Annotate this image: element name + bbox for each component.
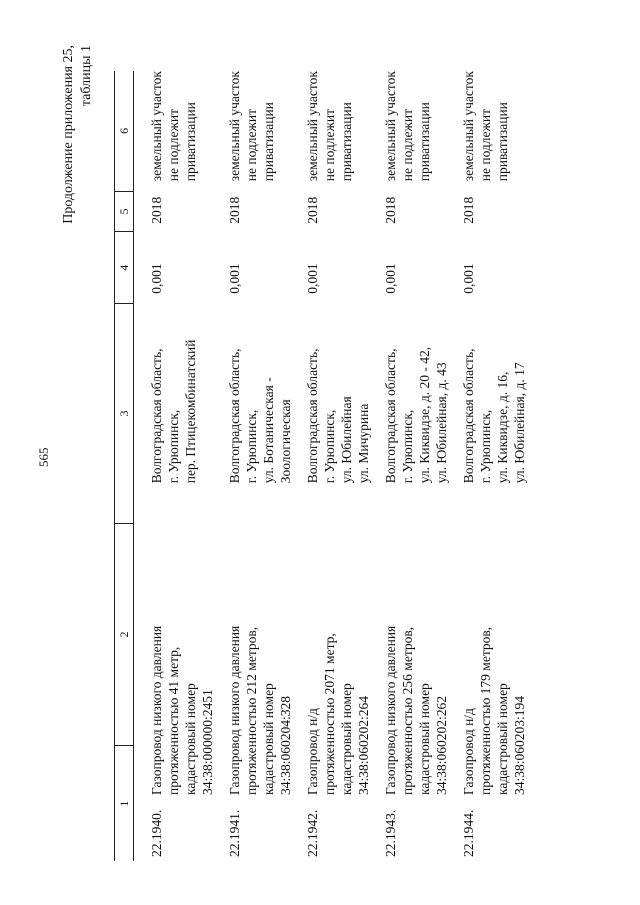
note-line: земельный участок bbox=[383, 71, 398, 182]
entry-number: 22.1943. bbox=[383, 809, 398, 857]
address-line: г. Урюпинск, bbox=[400, 409, 415, 484]
address-line: Волгоградская область, bbox=[461, 348, 476, 484]
address-line: г. Урюпинск, bbox=[166, 409, 181, 484]
page-number: 565 bbox=[36, 447, 51, 467]
address-line: пер. Птицекомбинатский bbox=[183, 339, 198, 484]
note-line: земельный участок bbox=[149, 71, 164, 182]
address-cell bbox=[212, 304, 293, 524]
description-line: 34:38:060202:262 bbox=[434, 695, 449, 795]
address-line: Зоологическая bbox=[278, 399, 293, 484]
year-value: 2018 bbox=[149, 196, 164, 224]
year-cell bbox=[446, 191, 524, 231]
note-cell bbox=[446, 71, 524, 191]
address-cell bbox=[134, 304, 213, 524]
area-value: 0,001 bbox=[305, 263, 320, 294]
object-cell bbox=[134, 523, 213, 861]
object-description bbox=[460, 626, 527, 795]
continuation-caption bbox=[60, 45, 96, 260]
description-line: Газопровод низкого давления bbox=[383, 625, 398, 795]
column-header-5: 5 bbox=[115, 191, 134, 231]
address-line: ул. Мичурина bbox=[356, 403, 371, 484]
note-line: земельный участок bbox=[305, 71, 320, 182]
description-line: протяженностью 41 метр, bbox=[166, 646, 181, 795]
column-header-1: 1 bbox=[115, 746, 134, 861]
note-line: не подлежит bbox=[244, 109, 259, 182]
address-line: ул. Киквидзе, д. 20 - 42, bbox=[417, 346, 432, 484]
object-description bbox=[382, 625, 449, 795]
description-line: Газопровод низкого давления bbox=[227, 625, 242, 795]
table-row bbox=[446, 71, 524, 861]
object-description bbox=[148, 625, 215, 795]
area-cell bbox=[212, 232, 290, 304]
note-line: не подлежит bbox=[478, 109, 493, 182]
year-cell bbox=[134, 191, 213, 231]
entry-number: 22.1941. bbox=[227, 809, 242, 857]
description-line: Газопровод низкого давления bbox=[149, 625, 164, 795]
address-line: ул. Ботаническая - bbox=[261, 377, 276, 484]
object-cell bbox=[368, 523, 449, 861]
note-cell bbox=[290, 71, 368, 191]
area-value: 0,001 bbox=[149, 263, 164, 294]
note-line: приватизации bbox=[339, 102, 354, 182]
column-header-2: 2 bbox=[115, 523, 134, 746]
address-line: г. Урюпинск, bbox=[322, 409, 337, 484]
description-line: протяженностью 256 метров, bbox=[400, 626, 415, 795]
address-line: Волгоградская область, bbox=[383, 348, 398, 484]
note-cell bbox=[212, 71, 290, 191]
description-line: протяженностью 2071 метр, bbox=[322, 633, 337, 795]
area-cell bbox=[134, 232, 213, 304]
note-line: приватизации bbox=[495, 102, 510, 182]
note-line: приватизации bbox=[183, 102, 198, 182]
year-value: 2018 bbox=[461, 196, 476, 224]
table-row bbox=[290, 71, 368, 861]
description-line: Газопровод н/д bbox=[461, 708, 476, 795]
column-header-4: 4 bbox=[115, 232, 134, 304]
note-line: не подлежит bbox=[322, 109, 337, 182]
entry-number: 22.1944. bbox=[461, 809, 476, 857]
column-header-3: 3 bbox=[115, 304, 134, 524]
address-line: г. Урюпинск, bbox=[478, 409, 493, 484]
year-cell bbox=[290, 191, 368, 231]
column-header-6: 6 bbox=[115, 71, 134, 191]
description-line: протяженностью 212 метров, bbox=[244, 626, 259, 795]
table-row bbox=[368, 71, 446, 861]
address-line: г. Урюпинск, bbox=[244, 409, 259, 484]
description-line: кадастровый номер bbox=[183, 683, 198, 795]
description-line: кадастровый номер bbox=[417, 683, 432, 795]
area-value: 0,001 bbox=[461, 263, 476, 294]
description-line: 34:38:060203:194 bbox=[512, 695, 527, 795]
address-line: ул. Юбилейная, д. 17 bbox=[512, 362, 527, 484]
area-cell bbox=[368, 232, 446, 304]
note-line: не подлежит bbox=[400, 109, 415, 182]
note-cell bbox=[368, 71, 446, 191]
table-row bbox=[134, 71, 213, 861]
note-line: земельный участок bbox=[227, 71, 242, 182]
note-line: приватизации bbox=[417, 102, 432, 182]
area-cell bbox=[446, 232, 524, 304]
continuation-line: таблицы 1 bbox=[79, 45, 94, 107]
description-line: протяженностью 179 метров, bbox=[478, 626, 493, 795]
area-cell bbox=[290, 232, 368, 304]
description-line: 34:38:060204:328 bbox=[278, 695, 293, 795]
entry-number: 22.1940. bbox=[149, 809, 164, 857]
object-cell bbox=[290, 523, 371, 861]
entry-number: 22.1942. bbox=[305, 809, 320, 857]
continuation-line: Продолжение приложения 25, bbox=[61, 45, 76, 224]
year-cell bbox=[368, 191, 446, 231]
column-number-row bbox=[115, 71, 134, 861]
address-line: ул. Киквидзе, д. 16, bbox=[495, 371, 510, 484]
note-line: земельный участок bbox=[461, 71, 476, 182]
note-line: приватизации bbox=[261, 102, 276, 182]
description-line: кадастровый номер bbox=[339, 683, 354, 795]
address-cell bbox=[290, 304, 371, 524]
object-cell bbox=[446, 523, 527, 861]
area-value: 0,001 bbox=[383, 263, 398, 294]
note-cell bbox=[134, 71, 213, 191]
address-line: Волгоградская область, bbox=[149, 348, 164, 484]
object-description bbox=[226, 625, 293, 795]
area-value: 0,001 bbox=[227, 263, 242, 294]
address-line: Волгоградская область, bbox=[305, 348, 320, 484]
property-table bbox=[114, 71, 527, 861]
address-line: Волгоградская область, bbox=[227, 348, 242, 484]
description-line: Газопровод н/д bbox=[305, 708, 320, 795]
address-line: ул. Юбилейная, д. 43 bbox=[434, 362, 449, 484]
address-cell bbox=[446, 304, 527, 524]
year-value: 2018 bbox=[227, 196, 242, 224]
address-cell bbox=[368, 304, 449, 524]
address-line: ул. Юбилейная bbox=[339, 396, 354, 484]
year-value: 2018 bbox=[383, 196, 398, 224]
year-value: 2018 bbox=[305, 196, 320, 224]
description-line: 34:38:000000:2451 bbox=[200, 689, 215, 795]
description-line: кадастровый номер bbox=[495, 683, 510, 795]
description-line: 34:38:060202:264 bbox=[356, 695, 371, 795]
description-line: кадастровый номер bbox=[261, 683, 276, 795]
object-cell bbox=[212, 523, 293, 861]
table-row bbox=[212, 71, 290, 861]
year-cell bbox=[212, 191, 290, 231]
note-line: не подлежит bbox=[166, 109, 181, 182]
object-description bbox=[304, 633, 371, 795]
